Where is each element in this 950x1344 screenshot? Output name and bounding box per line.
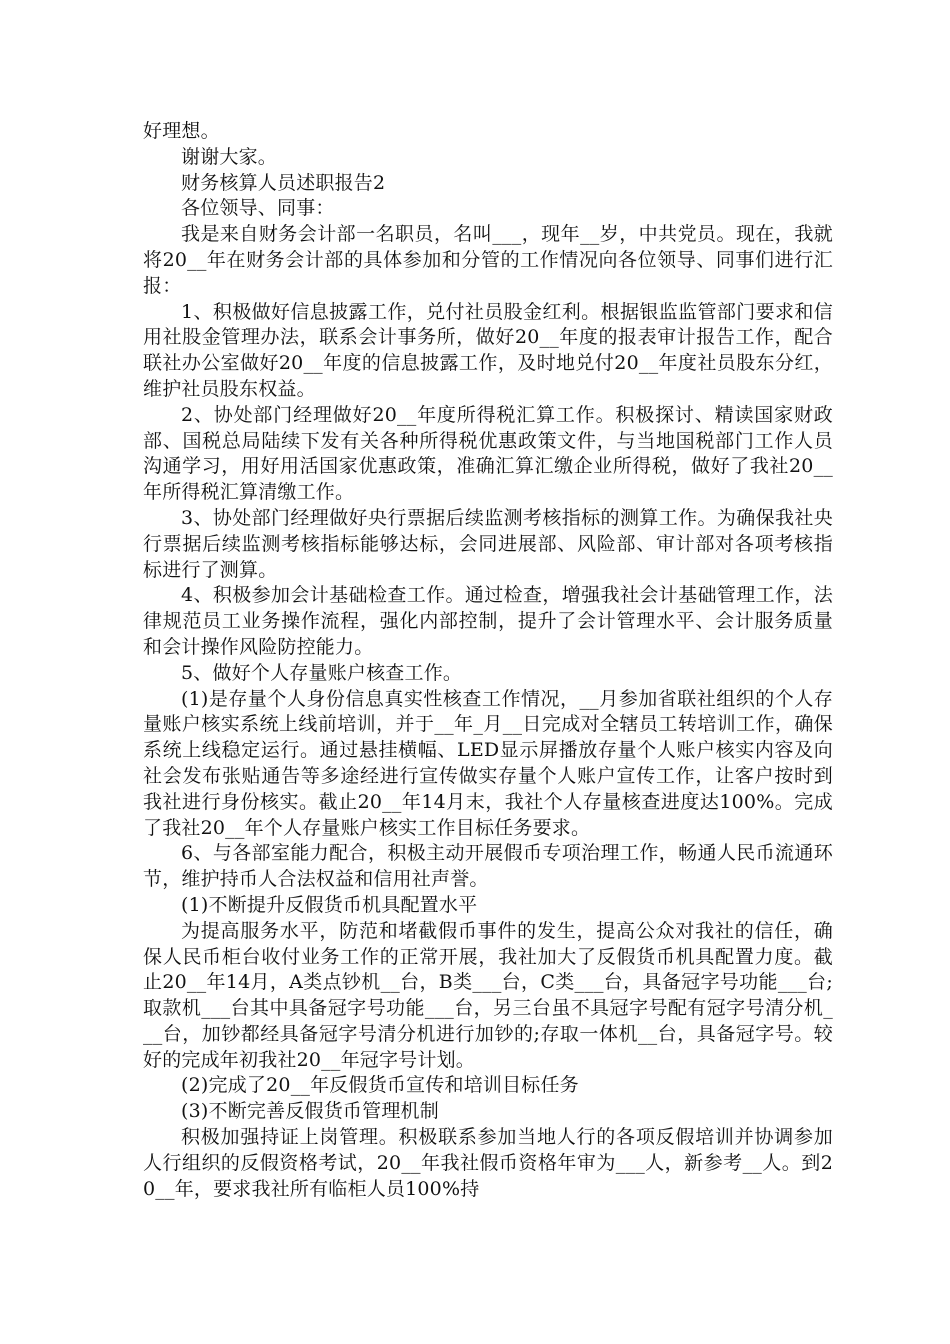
paragraph: (1)不断提升反假货币机具配置水平 bbox=[181, 893, 478, 916]
paragraph: 为提高服务水平，防范和堵截假币事件的发生，提高公众对我社的信任，确保人民币柜台收付业务工作的正常开展，我社加大了反假货币机具配置力度。截止20__年14月，A类点钞机__台，B类___台，C类___台，具备冠字号功能___台;取款机___台其中具备冠字号功能___台，另三台虽不具冠字号配有冠字号清分机___台，加钞都经具备冠字号清分机进行加钞的;存取一体机__台，具备冠字号。较好的完成年初我社20__年冠字号计划。 bbox=[143, 919, 833, 1071]
paragraph: 3、协处部门经理做好央行票据后续监测考核指标的测算工作。为确保我社央行票据后续监测考核指标能够达标，会同进展部、风险部、审计部对各项考核指标进行了测算。 bbox=[143, 506, 833, 581]
paragraph: 积极加强持证上岗管理。积极联系参加当地人行的各项反假培训并协调参加人行组织的反假资格考试，20__年我社假币资格年审为___人，新参考__人。到20__年，要求我社所有临柜人员100%持 bbox=[143, 1126, 833, 1200]
paragraph: (1)是存量个人身份信息真实性核查工作情况，__月参加省联社组织的个人存量账户核实系统上线前培训，并于__年_月__日完成对全辖员工转培训工作，确保系统上线稳定运行。通过悬挂横幅、LED显示屏播放存量个人账户核实内容及向社会发布张贴通告等多途经进行宣传做实存量个人账户宣传工作，让客户按时到我社进行身份核实。截止20__年14月末，我社个人存量核查进度达100%。完成了我社20__年个人存量账户核实工作目标任务要求。 bbox=[143, 687, 833, 839]
paragraph: (2)完成了20__年反假货币宣传和培训目标任务 bbox=[181, 1074, 579, 1097]
paragraph: 2、协处部门经理做好20__年度所得税汇算工作。积极探讨、精读国家财政部、国税总局陆续下发有关各种所得税优惠政策文件，与当地国税部门工作人员沟通学习，用好用活国家优惠政策，准确汇算汇缴企业所得税，做好了我社20__年所得税汇算清缴工作。 bbox=[143, 403, 833, 504]
paragraph: 5、做好个人存量账户核查工作。 bbox=[181, 661, 463, 684]
salutation: 各位领导、同事： bbox=[181, 197, 335, 220]
paragraph: 1、积极做好信息披露工作，兑付社员股金红利。根据银监监管部门要求和信用社股金管理办法，联系会计事务所，做好20__年度的报表审计报告工作，配合联社办公室做好20__年度的信息披露工作，及时地兑付20__年度社员股东分红，维护社员股东权益。 bbox=[143, 300, 833, 400]
paragraph: 我是来自财务会计部一名职员，名叫___，现年__岁，中共党员。现在，我就将20__年在财务会计部的具体参加和分管的工作情况向各位领导、同事们进行汇报： bbox=[143, 223, 833, 297]
report-title: 财务核算人员述职报告2 bbox=[181, 171, 386, 194]
document-body bbox=[143, 119, 833, 1202]
paragraph: 好理想。 bbox=[143, 120, 220, 142]
paragraph: 谢谢大家。 bbox=[181, 145, 278, 168]
paragraph: 4、积极参加会计基础检查工作。通过检查，增强我社会计基础管理工作，法律规范员工业务操作流程，强化内部控制，提升了会计管理水平、会计服务质量和会计操作风险防控能力。 bbox=[143, 584, 833, 658]
paragraph: (3)不断完善反假货币管理机制 bbox=[181, 1100, 439, 1123]
paragraph: 6、与各部室能力配合，积极主动开展假币专项治理工作，畅通人民币流通环节，维护持币人合法权益和信用社声誉。 bbox=[143, 842, 833, 891]
